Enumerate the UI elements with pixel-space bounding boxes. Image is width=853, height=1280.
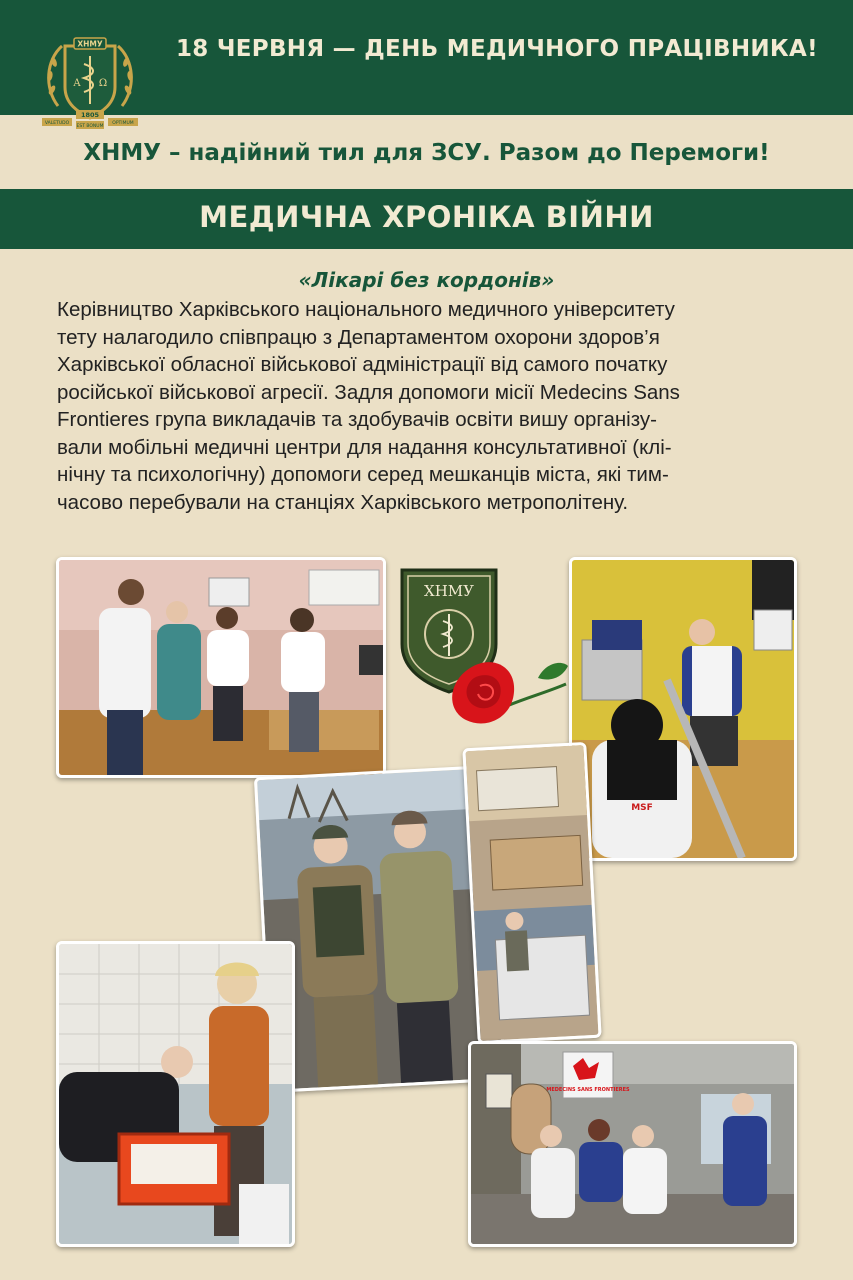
photo-medical-supplies xyxy=(56,941,295,1247)
photo-office-volunteers xyxy=(56,557,386,778)
article-line: часово перебували на станціях Харківського метрополітену. xyxy=(57,490,629,514)
photo-supply-boxes xyxy=(462,742,601,1044)
article-line: Керівництво Харківського національного медичного університету xyxy=(57,298,675,321)
article-body xyxy=(57,296,802,516)
svg-text:MSF: MSF xyxy=(631,803,653,813)
section-title: МЕДИЧНА ХРОНІКА ВІЙНИ xyxy=(199,200,654,234)
logo-top-text: ХНМУ xyxy=(77,39,103,49)
headline: 18 ЧЕРВНЯ — ДЕНЬ МЕДИЧНОГО ПРАЦІВНИКА! xyxy=(176,36,818,62)
subtitle: ХНМУ – надійний тил для ЗСУ. Разом до Перемоги! xyxy=(83,140,770,166)
svg-text:VALETUDO: VALETUDO xyxy=(44,121,70,126)
article-line: Харківської обласної військової адміністрації від самого початку xyxy=(57,353,668,376)
photo-metro-consultation xyxy=(468,1041,797,1247)
svg-text:Α: Α xyxy=(73,78,81,89)
article-line: тету налагодило співпрацю з Департаментом охорони здоров’я xyxy=(57,325,660,349)
article-line: Frontieres група викладачів та здобувачів освіти вишу організу- xyxy=(57,408,657,431)
svg-text:1805: 1805 xyxy=(80,111,100,119)
article-line: вали мобільні медичні центри для надання консультативної (клі- xyxy=(57,435,672,459)
university-crest-logo xyxy=(40,32,140,130)
article-line: російської військової агресії. Задля допомоги місії Medecins Sans xyxy=(57,380,680,404)
article-title: «Лікарі без кордонів» xyxy=(298,268,555,292)
svg-text:OPTIMUM: OPTIMUM xyxy=(112,121,134,126)
emblem-text: ХНМУ xyxy=(424,582,474,600)
photo-metro-station xyxy=(569,557,797,861)
article-line: нічну та психологічну) допомоги серед мешканців міста, які тим- xyxy=(57,463,669,486)
svg-text:EST BONUM: EST BONUM xyxy=(76,124,104,129)
svg-text:Ω: Ω xyxy=(98,78,108,89)
rose-decoration xyxy=(440,648,570,748)
svg-text:MEDECINS SANS FRONTIERES: MEDECINS SANS FRONTIERES xyxy=(546,1087,630,1093)
